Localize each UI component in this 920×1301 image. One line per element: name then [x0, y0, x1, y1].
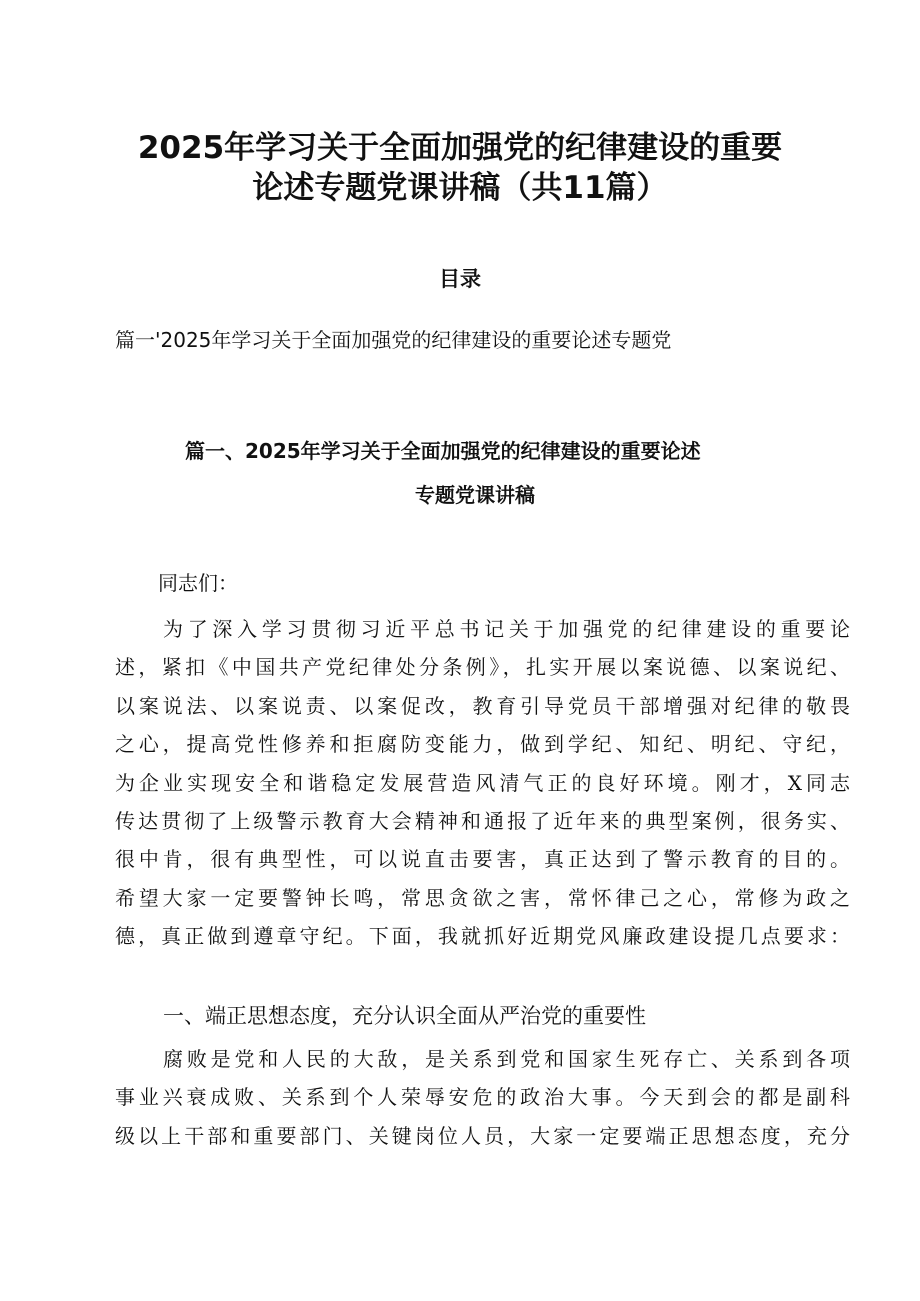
paragraph-1-line: 以案说法、以案说责、以案促改，教育引导党员干部增强对纪律的敬畏 [115, 693, 850, 718]
toc-item-1[interactable]: 篇一'2025年学习关于全面加强党的纪律建设的重要论述专题党 [115, 328, 672, 352]
paragraph-1 [115, 610, 850, 956]
greeting: 同志们： [158, 571, 238, 595]
paragraph-1-line: 很中肯，很有典型性，可以说直击要害，真正达到了警示教育的目的。 [115, 847, 850, 872]
paragraph-2-line: 级以上干部和重要部门、关键岗位人员，大家一定要端正思想态度，充分 [115, 1123, 850, 1148]
paragraph-1-line: 德，真正做到遵章守纪。下面，我就抓好近期党风廉政建设提几点要求： [115, 924, 850, 949]
paragraph-1-line: 之心，提高党性修养和拒腐防变能力，做到学纪、知纪、明纪、守纪， [115, 732, 850, 757]
paragraph-1-line: 为企业实现安全和谐稳定发展营造风清气正的良好环境。刚才，X同志 [115, 770, 850, 795]
paragraph-1-line: 希望大家一定要警钟长鸣，常思贪欲之害，常怀律己之心，常修为政之 [115, 885, 850, 910]
paragraph-2 [115, 1040, 850, 1155]
paragraph-1-line: 为了深入学习贯彻习近平总书记关于加强党的纪律建设的重要论 [163, 617, 850, 641]
toc-heading: 目录 [439, 267, 481, 291]
paragraph-2-line: 事业兴衰成败、关系到个人荣辱安危的政治大事。今天到会的都是副科 [115, 1085, 850, 1110]
section-title-line-1: 篇一、2025年学习关于全面加强党的纪律建设的重要论述 [185, 439, 701, 463]
document-title-line-2: 论述专题党课讲稿（共11篇） [252, 170, 668, 206]
paragraph-1-line: 述，紧扣《中国共产党纪律处分条例》，扎实开展以案说德、以案说纪、 [115, 655, 850, 680]
document-title-line-1: 2025年学习关于全面加强党的纪律建设的重要 [137, 130, 783, 166]
subheading-1: 一、端正思想态度，充分认识全面从严治党的重要性 [163, 1004, 646, 1028]
paragraph-2-line: 腐败是党和人民的大敌，是关系到党和国家生死存亡、关系到各项 [163, 1047, 850, 1071]
paragraph-1-line: 传达贯彻了上级警示教育大会精神和通报了近年来的典型案例，很务实、 [115, 808, 850, 833]
section-title-line-2: 专题党课讲稿 [415, 483, 535, 507]
